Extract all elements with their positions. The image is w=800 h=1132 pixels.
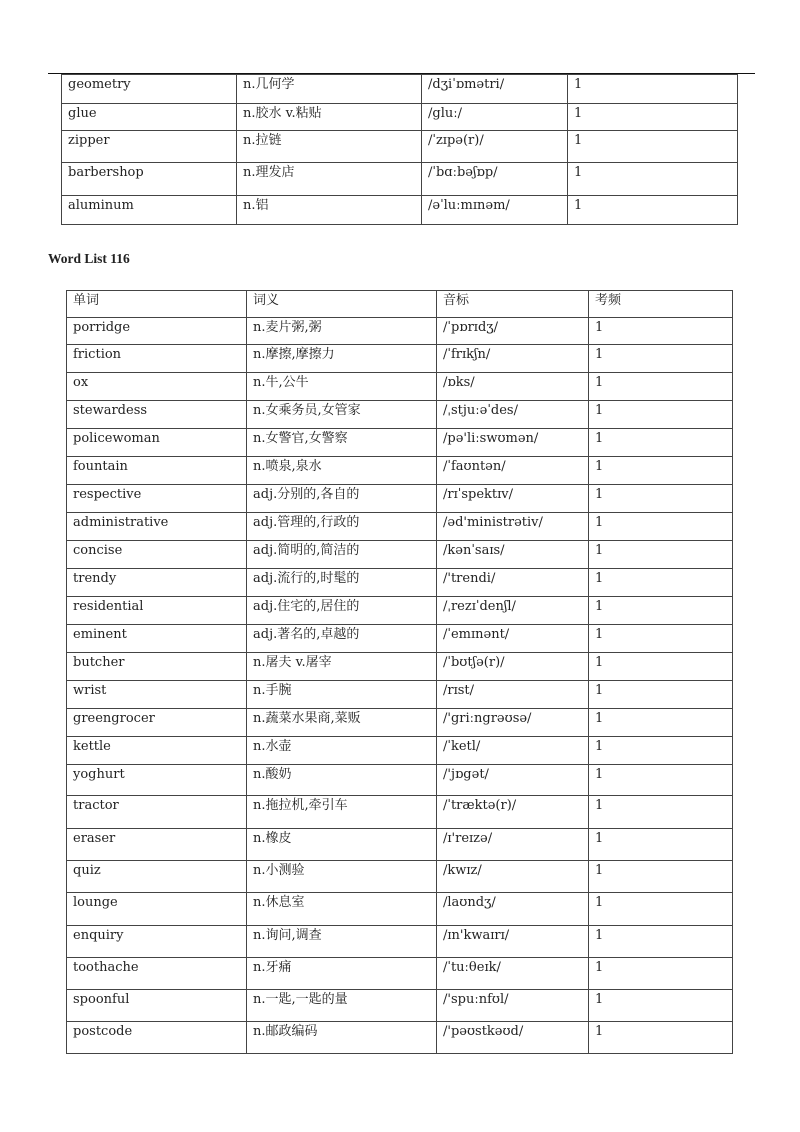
table-row xyxy=(67,861,733,893)
table-row xyxy=(67,513,733,541)
phonetic-cell: /'jɒgət/ xyxy=(437,765,589,796)
word-cell: butcher xyxy=(67,653,247,681)
meaning-cell: adj.流行的,时髦的 xyxy=(247,569,437,597)
word-cell: policewoman xyxy=(67,429,247,457)
meaning-cell: n.麦片粥,粥 xyxy=(247,318,437,345)
table-row xyxy=(67,569,733,597)
table-row xyxy=(67,401,733,429)
phonetic-cell: /ˈpɒrɪdʒ/ xyxy=(437,318,589,345)
meaning-cell: n.屠夫 v.屠宰 xyxy=(247,653,437,681)
word-cell: wrist xyxy=(67,681,247,709)
table-row xyxy=(67,796,733,829)
phonetic-column-header: 音标 xyxy=(437,291,589,318)
frequency-cell: 1 xyxy=(568,104,738,131)
frequency-cell: 1 xyxy=(589,401,733,429)
header-row xyxy=(67,291,733,318)
meaning-cell: n.手腕 xyxy=(247,681,437,709)
phonetic-cell: /ɒks/ xyxy=(437,373,589,401)
word-cell: postcode xyxy=(67,1022,247,1054)
meaning-cell: n.蔬菜水果商,菜贩 xyxy=(247,709,437,737)
phonetic-cell: /ˈfaʊntən/ xyxy=(437,457,589,485)
table-row xyxy=(67,1022,733,1054)
table-row xyxy=(62,104,738,131)
phonetic-cell: /əˈluːmɪnəm/ xyxy=(422,196,568,225)
phonetic-cell: /gluː/ xyxy=(422,104,568,131)
table-row xyxy=(67,373,733,401)
table-row xyxy=(67,625,733,653)
phonetic-cell: /ˈtuːθeɪk/ xyxy=(437,958,589,990)
frequency-cell: 1 xyxy=(589,1022,733,1054)
meaning-cell: n.铝 xyxy=(237,196,422,225)
word-cell: respective xyxy=(67,485,247,513)
phonetic-cell: /əd'ministrətiv/ xyxy=(437,513,589,541)
phonetic-cell: /rɪˈspektɪv/ xyxy=(437,485,589,513)
table-row xyxy=(67,926,733,958)
section-title: Word List 116 xyxy=(48,251,130,266)
frequency-cell: 1 xyxy=(589,829,733,861)
word-list-115-table xyxy=(61,74,738,225)
table-row xyxy=(67,429,733,457)
word-cell: lounge xyxy=(67,893,247,926)
meaning-cell: n.几何学 xyxy=(237,75,422,104)
phonetic-cell: /dʒiˈɒmətri/ xyxy=(422,75,568,104)
table-row xyxy=(67,958,733,990)
phonetic-cell: /ˈzɪpə(r)/ xyxy=(422,131,568,163)
phonetic-cell: /rɪst/ xyxy=(437,681,589,709)
phonetic-cell: /ˈtræktə(r)/ xyxy=(437,796,589,829)
frequency-cell: 1 xyxy=(589,541,733,569)
meaning-cell: n.休息室 xyxy=(247,893,437,926)
frequency-cell: 1 xyxy=(589,926,733,958)
meaning-cell: n.橡皮 xyxy=(247,829,437,861)
meaning-column-header: 词义 xyxy=(247,291,437,318)
frequency-cell: 1 xyxy=(589,861,733,893)
phonetic-cell: /ɪn'kwaɪrɪ/ xyxy=(437,926,589,958)
word-cell: fountain xyxy=(67,457,247,485)
table-row xyxy=(62,163,738,196)
frequency-cell: 1 xyxy=(589,737,733,765)
frequency-cell: 1 xyxy=(589,681,733,709)
frequency-cell: 1 xyxy=(568,196,738,225)
table-row xyxy=(67,829,733,861)
frequency-cell: 1 xyxy=(589,513,733,541)
word-list-116-table xyxy=(66,290,733,1054)
table-row xyxy=(62,131,738,163)
word-cell: yoghurt xyxy=(67,765,247,796)
phonetic-cell: /ˈemɪnənt/ xyxy=(437,625,589,653)
meaning-cell: adj.简明的,简洁的 xyxy=(247,541,437,569)
word-cell: spoonful xyxy=(67,990,247,1022)
word-cell: quiz xyxy=(67,861,247,893)
word-cell: enquiry xyxy=(67,926,247,958)
frequency-cell: 1 xyxy=(589,709,733,737)
phonetic-cell: /'pəʊstkəʊd/ xyxy=(437,1022,589,1054)
frequency-cell: 1 xyxy=(589,429,733,457)
meaning-cell: n.理发店 xyxy=(237,163,422,196)
meaning-cell: n.酸奶 xyxy=(247,765,437,796)
word-cell: residential xyxy=(67,597,247,625)
meaning-cell: adj.住宅的,居住的 xyxy=(247,597,437,625)
phonetic-cell: /ˈbɑːbəʃɒp/ xyxy=(422,163,568,196)
table-row xyxy=(62,196,738,225)
word-cell: ox xyxy=(67,373,247,401)
frequency-cell: 1 xyxy=(589,765,733,796)
word-cell: trendy xyxy=(67,569,247,597)
word-cell: porridge xyxy=(67,318,247,345)
phonetic-cell: /'trendi/ xyxy=(437,569,589,597)
word-cell: eraser xyxy=(67,829,247,861)
word-cell: administrative xyxy=(67,513,247,541)
phonetic-cell: /kənˈsaɪs/ xyxy=(437,541,589,569)
frequency-cell: 1 xyxy=(589,625,733,653)
phonetic-cell: /ɪ'reɪzə/ xyxy=(437,829,589,861)
word-cell: concise xyxy=(67,541,247,569)
frequency-cell: 1 xyxy=(589,318,733,345)
frequency-column-header: 考频 xyxy=(589,291,733,318)
word-cell: greengrocer xyxy=(67,709,247,737)
table-row xyxy=(67,681,733,709)
word-cell: barbershop xyxy=(62,163,237,196)
meaning-cell: n.牙痛 xyxy=(247,958,437,990)
frequency-cell: 1 xyxy=(589,653,733,681)
word-cell: geometry xyxy=(62,75,237,104)
word-cell: stewardess xyxy=(67,401,247,429)
phonetic-cell: /laʊndʒ/ xyxy=(437,893,589,926)
table-row xyxy=(67,990,733,1022)
frequency-cell: 1 xyxy=(568,75,738,104)
frequency-cell: 1 xyxy=(589,457,733,485)
table-row xyxy=(67,457,733,485)
table-row xyxy=(67,653,733,681)
frequency-cell: 1 xyxy=(589,597,733,625)
frequency-cell: 1 xyxy=(589,485,733,513)
frequency-cell: 1 xyxy=(568,163,738,196)
meaning-cell: n.询问,调查 xyxy=(247,926,437,958)
meaning-cell: adj.分别的,各自的 xyxy=(247,485,437,513)
frequency-cell: 1 xyxy=(589,958,733,990)
phonetic-cell: /'spuːnfʊl/ xyxy=(437,990,589,1022)
meaning-cell: adj.管理的,行政的 xyxy=(247,513,437,541)
frequency-cell: 1 xyxy=(589,893,733,926)
table-row xyxy=(67,709,733,737)
table-row xyxy=(67,597,733,625)
meaning-cell: n.女警官,女警察 xyxy=(247,429,437,457)
frequency-cell: 1 xyxy=(589,796,733,829)
word-cell: eminent xyxy=(67,625,247,653)
phonetic-cell: /ˌstjuːəˈdes/ xyxy=(437,401,589,429)
meaning-cell: n.小测验 xyxy=(247,861,437,893)
word-cell: toothache xyxy=(67,958,247,990)
frequency-cell: 1 xyxy=(589,990,733,1022)
table-row xyxy=(67,541,733,569)
table-row xyxy=(67,318,733,345)
table-row xyxy=(62,75,738,104)
word-cell: aluminum xyxy=(62,196,237,225)
table-row xyxy=(67,893,733,926)
phonetic-cell: /ˈketl/ xyxy=(437,737,589,765)
word-cell: zipper xyxy=(62,131,237,163)
meaning-cell: n.牛,公牛 xyxy=(247,373,437,401)
table-row xyxy=(67,737,733,765)
phonetic-cell: /ˌrezɪˈdenʃl/ xyxy=(437,597,589,625)
meaning-cell: adj.著名的,卓越的 xyxy=(247,625,437,653)
meaning-cell: n.拉链 xyxy=(237,131,422,163)
word-cell: tractor xyxy=(67,796,247,829)
meaning-cell: n.水壶 xyxy=(247,737,437,765)
phonetic-cell: /kwɪz/ xyxy=(437,861,589,893)
meaning-cell: n.摩擦,摩擦力 xyxy=(247,345,437,373)
frequency-cell: 1 xyxy=(589,345,733,373)
frequency-cell: 1 xyxy=(589,569,733,597)
meaning-cell: n.女乘务员,女管家 xyxy=(247,401,437,429)
phonetic-cell: /ˈfrɪkʃn/ xyxy=(437,345,589,373)
phonetic-cell: /ˈbʊtʃə(r)/ xyxy=(437,653,589,681)
meaning-cell: n.喷泉,泉水 xyxy=(247,457,437,485)
phonetic-cell: /'griːngrəʊsə/ xyxy=(437,709,589,737)
table-row xyxy=(67,485,733,513)
frequency-cell: 1 xyxy=(589,373,733,401)
word-cell: friction xyxy=(67,345,247,373)
frequency-cell: 1 xyxy=(568,131,738,163)
word-cell: kettle xyxy=(67,737,247,765)
meaning-cell: n.拖拉机,牵引车 xyxy=(247,796,437,829)
meaning-cell: n.一匙,一匙的量 xyxy=(247,990,437,1022)
table-row xyxy=(67,765,733,796)
word-column-header: 单词 xyxy=(67,291,247,318)
meaning-cell: n.邮政编码 xyxy=(247,1022,437,1054)
table-row xyxy=(67,345,733,373)
word-cell: glue xyxy=(62,104,237,131)
meaning-cell: n.胶水 v.粘贴 xyxy=(237,104,422,131)
phonetic-cell: /pə'liːswʊmən/ xyxy=(437,429,589,457)
